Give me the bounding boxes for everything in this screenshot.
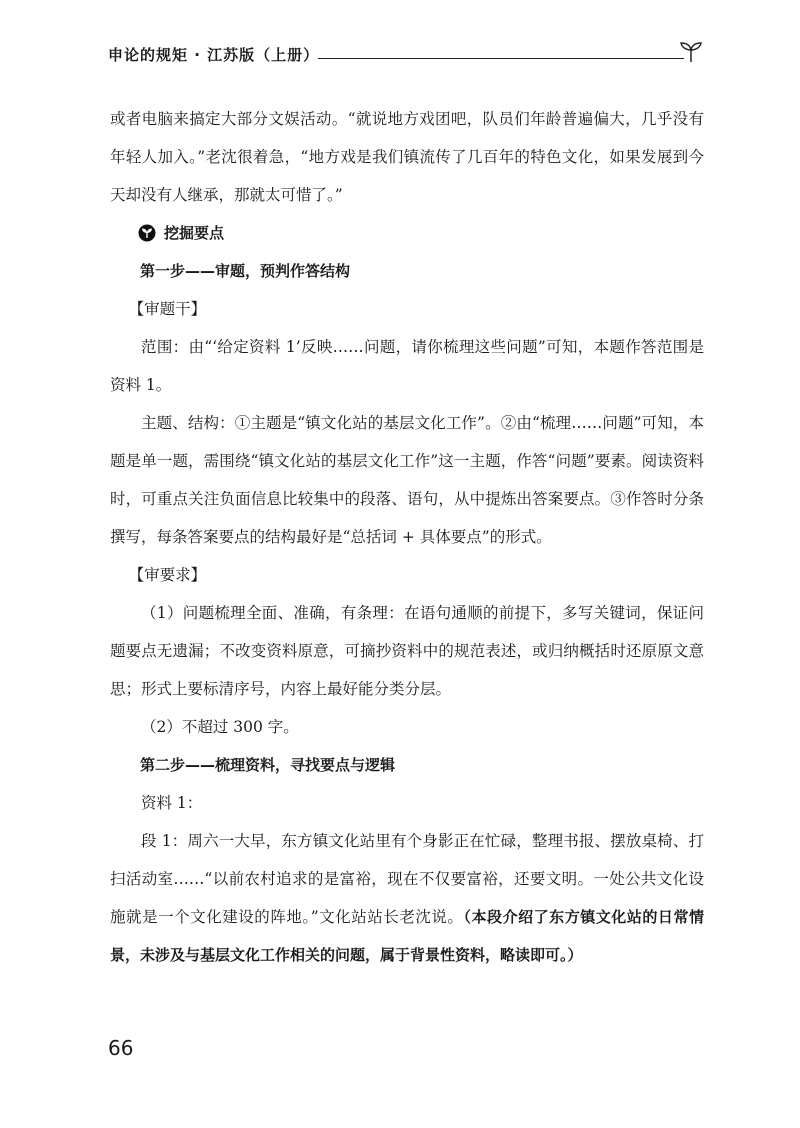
sprout-icon xyxy=(678,40,704,64)
page-body xyxy=(110,100,704,974)
book-title: 申论的规矩 · 江苏版（上册） xyxy=(108,46,320,64)
requirement-1: （1）问题梳理全面、准确，有条理：在语句通顺的前提下，多写关键词，保证问题要点无遗漏；不改变资料原意，可摘抄资料中的规范表述，或归纳概括时还原原文意思；形式上要标清序号，内容上最好能分类分层。 xyxy=(110,604,704,698)
duan1-note: （本段介绍了东方镇文化站的日常情景，未涉及与基层文化工作相关的问题，属于背景性资料，略读即可。） xyxy=(110,908,704,964)
header-rule xyxy=(318,58,684,59)
label-shenyaoqiu: 【审要求】 xyxy=(128,566,207,584)
section-heading xyxy=(110,214,704,252)
material-label: 资料 1： xyxy=(141,794,203,812)
requirement-2: （2）不超过 300 字。 xyxy=(141,718,299,736)
step1-title: 第一步——审题，预判作答结构 xyxy=(140,262,351,280)
theme-paragraph: 主题、结构：①主题是“镇文化站的基层文化工作”。②由“梳理……问题”可知，本题是单一题，需围绕“镇文化站的基层文化工作”这一主题，作答“问题”要素。阅读资料时，可重点关注负面信息比较集中的段落、语句，从中提炼出答案要点。③作答时分条撰写，每条答案要点的结构最好是“总括词 + 具体要点”的形式。 xyxy=(110,414,704,546)
scope-paragraph: 范围：由“‘给定资料 1’反映……问题，请你梳理这些问题”可知，本题作答范围是资料 1。 xyxy=(110,338,704,394)
running-header xyxy=(108,40,708,74)
label-shentigan: 【审题干】 xyxy=(128,300,207,318)
duan1-text: 段 1：周六一大早，东方镇文化站里有个身影正在忙碌，整理书报、摆放桌椅、打扫活动室……“以前农村追求的是富裕，现在不仅要富裕，还要文明。一处公共文化设施就是一个文化建设的阵地。”文化站站长老沈说。 xyxy=(110,832,704,926)
paragraph-duan1 xyxy=(110,822,704,974)
step2-title: 第二步——梳理资料，寻找要点与逻辑 xyxy=(140,756,396,774)
intro-paragraph: 或者电脑来搞定大部分文娱活动。“就说地方戏团吧，队员们年龄普遍偏大，几乎没有年轻人加入。”老沈很着急，“地方戏是我们镇流传了几百年的特色文化，如果发展到今天却没有人继承，那就太可惜了。” xyxy=(110,110,704,204)
sprout-badge-icon xyxy=(138,224,156,242)
page-number: 66 xyxy=(108,1036,134,1060)
section-title: 挖掘要点 xyxy=(164,224,225,242)
